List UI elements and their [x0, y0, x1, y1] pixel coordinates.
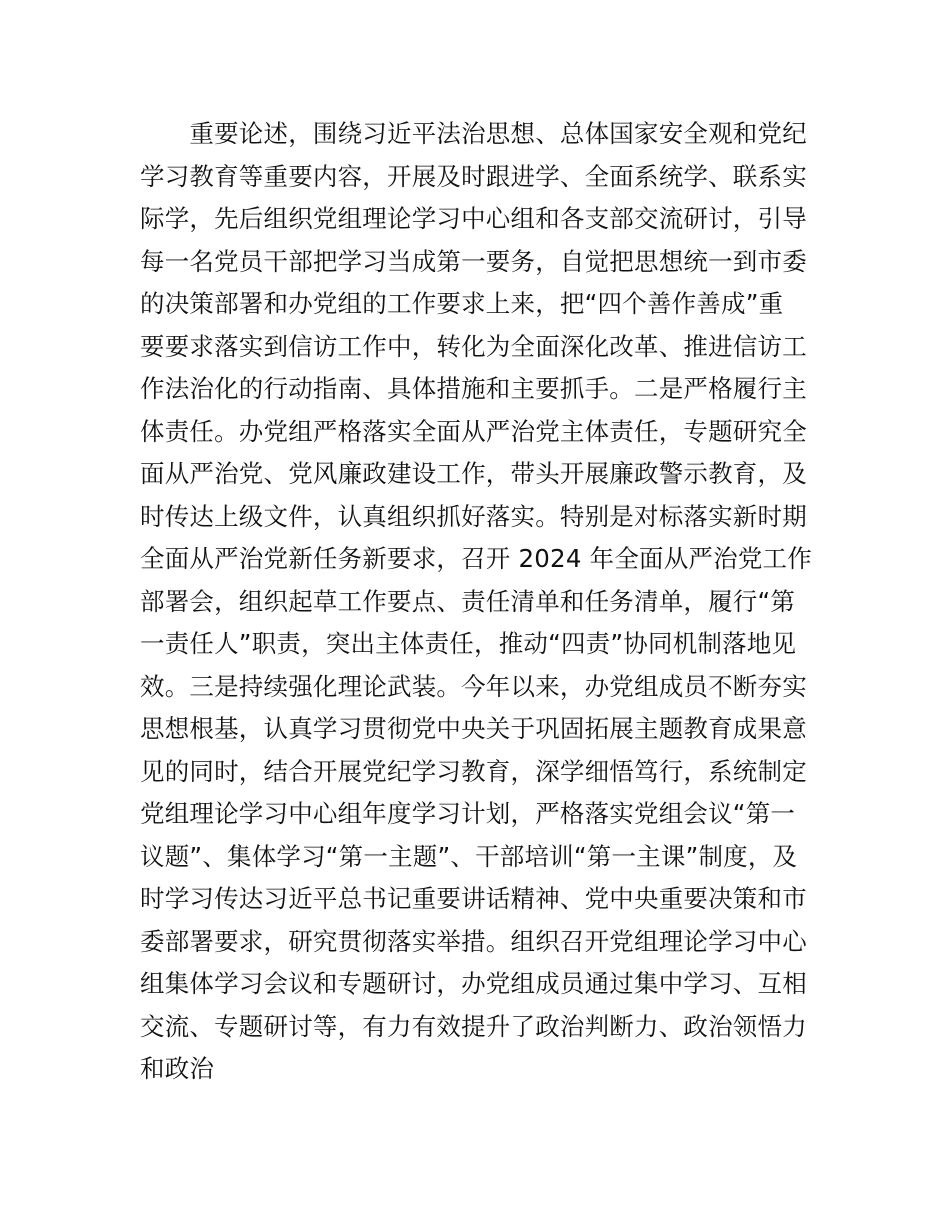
- text-line: 党组理论学习中心组年度学习计划，严格落实党组会议“第一: [140, 799, 796, 828]
- text-line: 时传达上级文件，认真组织抓好落实。特别是对标落实新时期: [140, 501, 807, 531]
- text-line: 际学，先后组织党组理论学习中心组和各支部交流研讨，引导: [140, 204, 807, 233]
- text-line: 每一名党员干部把学习当成第一要务，自觉把思想统一到市委: [140, 246, 807, 276]
- text-line: 交流、专题研讨等，有力有效提升了政治判断力、政治领悟力: [140, 1011, 807, 1041]
- text-line: 组集体学习会议和专题研讨，办党组成员通过集中学习、互相: [140, 969, 807, 998]
- text-line: 效。三是持续强化理论武装。今年以来，办党组成员不断夯实: [140, 671, 807, 701]
- text-line: 一责任人”职责，突出主体责任，推动“四责”协同机制落地见: [140, 629, 797, 658]
- text-line: 全面从严治党新任务新要求，召开 2024 年全面从严治党工作: [140, 544, 812, 573]
- text-line: 见的同时，结合开展党纪学习教育，深学细悟笃行，系统制定: [140, 756, 807, 786]
- text-line: 要要求落实到信访工作中，转化为全面深化改革、推进信访工: [140, 331, 807, 361]
- text-line: 和政治: [140, 1054, 215, 1083]
- text-line: 重要论述，围绕习近平法治思想、总体国家安全观和党纪: [140, 119, 807, 148]
- text-line: 时学习传达习近平总书记重要讲话精神、党中央重要决策和市: [140, 884, 807, 913]
- text-line: 的决策部署和办党组的工作要求上来，把“四个善作善成”重: [140, 289, 784, 318]
- text-line: 议题”、集体学习“第一主题”、干部培训“第一主课”制度，及: [140, 841, 798, 871]
- text-line: 体责任。办党组严格落实全面从严治党主体责任，专题研究全: [140, 416, 807, 446]
- text-line: 作法治化的行动指南、具体措施和主要抓手。二是严格履行主: [140, 374, 807, 403]
- text-line: 思想根基，认真学习贯彻党中央关于巩固拓展主题教育成果意: [140, 714, 807, 743]
- body-paragraph: [140, 113, 820, 1091]
- text-line: 面从严治党、党风廉政建设工作，带头开展廉政警示教育，及: [140, 459, 807, 488]
- text-line: 学习教育等重要内容，开展及时跟进学、全面系统学、联系实: [140, 161, 807, 191]
- text-line: 部署会，组织起草工作要点、责任清单和任务清单，履行“第: [140, 586, 796, 616]
- text-line: 委部署要求，研究贯彻落实举措。组织召开党组理论学习中心: [140, 926, 807, 956]
